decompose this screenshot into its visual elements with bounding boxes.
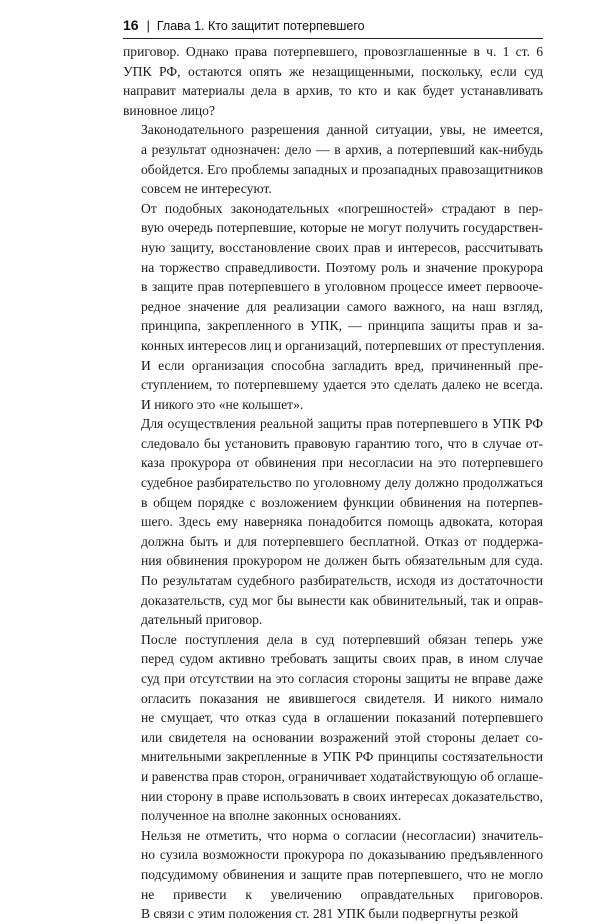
header-rule: [123, 38, 543, 39]
text-line: виновное лицо?: [123, 102, 216, 118]
running-header: [123, 14, 543, 36]
text-line: совсем не интересуют.: [141, 181, 272, 197]
text-line: По результатам судебного разбирательств, исходя из достаточности: [141, 573, 543, 589]
paragraph: [123, 120, 543, 198]
page-number: 16: [123, 17, 139, 33]
text-line: на торжество справедливости. Поэтому роль и значение прокурора: [141, 259, 543, 275]
text-line: После поступления дела в суд потерпевший обязан теперь уже: [141, 631, 543, 647]
text-line: но сузила возможности прокурора по доказыванию предъявленного: [141, 847, 543, 863]
text-line: каза прокурора от обвинения при несогласии на это потерпевшего: [141, 455, 543, 471]
text-line: доказательств, суд мог бы вынести как обвинительный, так и оправ-: [141, 592, 543, 608]
text-line: дательный приговор.: [141, 612, 263, 628]
text-line: в защите прав потерпевшего в уголовном процессе имеет первооче-: [141, 279, 543, 295]
paragraph: [123, 630, 543, 826]
text-line: ступлением, то потерпевшему удается это сделать далеко не всегда.: [141, 377, 543, 393]
text-line: не смущает, что отказ суда в оглашении показаний потерпевшего: [141, 710, 543, 726]
paragraph: [123, 199, 543, 415]
text-line: вую очередь потерпевшие, которые не могут получить государствен-: [141, 220, 543, 236]
text-line: редное значение для реализации самого важного, на наш взгляд,: [141, 298, 543, 314]
text-line: а результат однозначен: дело — в архив, а потерпевший как-нибудь: [141, 141, 543, 157]
text-line: должна быть и для потерпевшего бесплатной. Отказ от поддержа-: [141, 533, 543, 549]
text-line: и равенства прав сторон, ограничивает ходатайствующую об оглаше-: [141, 768, 543, 784]
text-line: обойдется. Его проблемы западных и прозападных правозащитников: [141, 161, 543, 177]
text-line: полученное на вполне законных основаниях.: [141, 808, 402, 824]
text-line: И никого это «не колышет».: [141, 396, 304, 412]
text-line: Нельзя не отметить, что норма о согласии (несогласии) значитель-: [141, 827, 543, 843]
text-line: или свидетеля на основании возражений этой стороны делает со-: [141, 729, 543, 745]
text-line: подсудимому обвинения и защите прав потерпевшего, что не могло: [141, 866, 543, 882]
text-line: шего. Здесь ему наверняка понадобится помощь адвоката, которая: [141, 514, 543, 530]
text-line: перед судом активно требовать защиты своих прав, в ином случае: [141, 651, 543, 667]
text-line: не привести к увеличению оправдательных приговоров.: [141, 886, 543, 902]
text-line: Для осуществления реальной защиты прав потерпевшего в УПК РФ: [141, 416, 543, 432]
text-line: И если организация способна загладить вред, причиненный пре-: [141, 357, 543, 373]
header-separator: |: [146, 19, 150, 33]
text-line: в общем порядке с возложением функции обвинения на потерпев-: [141, 494, 543, 510]
paragraph: [123, 826, 543, 924]
text-line: ную защиту, восстановление своих прав и интересов, рассчитывать: [141, 239, 543, 255]
text-line: приговор. Однако права потерпевшего, провозглашенные в ч. 1 ст. 6: [123, 44, 543, 59]
text-body: [123, 42, 543, 924]
text-line: огласить показания не явившегося свидетеля. И никого нимало: [141, 690, 543, 706]
text-line: судебное разбирательство по уголовному делу должно продолжаться: [141, 475, 543, 491]
text-line: конных интересов лиц и организаций, потерпевших от преступления.: [141, 337, 545, 353]
text-line: ния обвинения прокурором не должен быть обязательным для суда.: [141, 553, 543, 569]
text-line: принципа, закрепленного в УПК, — принципа защиты прав и за-: [141, 318, 543, 334]
text-line: Законодательного разрешения данной ситуации, увы, не имеется,: [141, 122, 543, 138]
text-line: нии сторону в праве использовать в своих интересах доказательство,: [141, 788, 543, 804]
paragraph: [123, 42, 543, 120]
text-line: От подобных законодательных «погрешностей» страдают в пер-: [141, 200, 543, 216]
text-line: следовало бы установить правовую гарантию того, что в случае от-: [141, 435, 543, 451]
paragraph: [123, 414, 543, 630]
text-line: мнительными закрепленные в УПК РФ принципы состязательности: [141, 749, 543, 765]
chapter-title: Глава 1. Кто защитит потерпевшего: [156, 19, 365, 33]
text-line: направит материалы дела в архив, то кто и как будет устанавливать: [123, 83, 543, 99]
text-line: УПК РФ, остаются опять же незащищенными, поскольку, если суд: [123, 63, 543, 79]
text-line: В связи с этим положения ст. 281 УПК были подвергнуты резкой: [141, 906, 519, 922]
text-line: суд при отсутствии на это согласия стороны защиты не вправе даже: [141, 671, 543, 686]
